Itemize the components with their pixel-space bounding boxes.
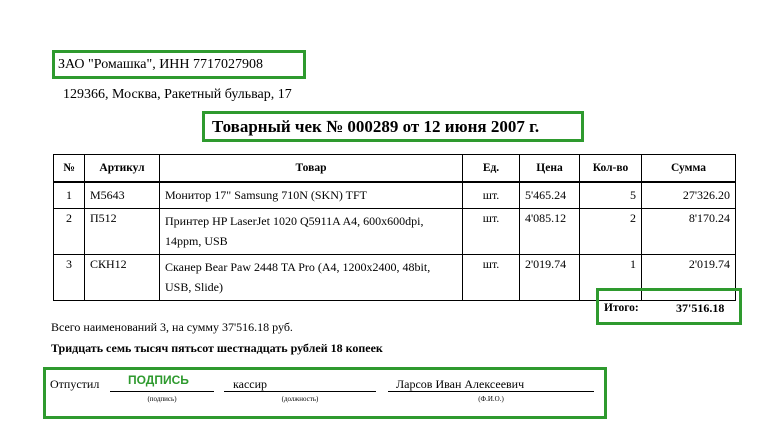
row-sum: 27'326.20 <box>642 182 736 208</box>
row-qty: 1 <box>580 254 642 300</box>
table-row <box>54 182 736 208</box>
position-caption: (должность) <box>281 395 319 403</box>
column-header-item: Товар <box>160 155 463 183</box>
row-sku: M5643 <box>85 182 160 208</box>
row-sku: СКН12 <box>85 254 160 300</box>
position-line <box>224 391 376 392</box>
signature-line <box>110 391 214 392</box>
table-row <box>54 208 736 254</box>
row-sku: П512 <box>85 208 160 254</box>
total-label: Итого: <box>604 302 639 314</box>
row-sum: 8'170.24 <box>642 208 736 254</box>
row-price: 4'085.12 <box>520 208 580 254</box>
row-price: 2'019.74 <box>520 254 580 300</box>
row-num: 1 <box>54 182 85 208</box>
row-item: Принтер HP LaserJet 1020 Q5911A A4, 600x600dpi, 14ppm, USB <box>160 208 463 254</box>
row-qty: 2 <box>580 208 642 254</box>
table-header-row <box>54 155 736 183</box>
column-header-sku: Артикул <box>85 155 160 183</box>
row-sum: 2'019.74 <box>642 254 736 300</box>
row-num: 3 <box>54 254 85 300</box>
full-name-value: Ларсов Иван Алексеевич <box>396 377 525 391</box>
full-name-caption: (Ф.И.О.) <box>478 395 504 403</box>
column-header-num: № <box>54 155 85 183</box>
position-value: кассир <box>233 377 268 391</box>
row-num: 2 <box>54 208 85 254</box>
column-header-qty: Кол-во <box>580 155 642 183</box>
receipt-title: Товарный чек № 000289 от 12 июня 2007 г. <box>212 117 540 136</box>
summary-text: Всего наименований 3, на сумму 37'516.18 руб. <box>51 320 293 334</box>
amount-in-words: Тридцать семь тысяч пятьсот шестнадцать рублей 18 копеек <box>51 341 383 355</box>
row-unit: шт. <box>463 182 520 208</box>
row-unit: шт. <box>463 254 520 300</box>
signature-stamp: ПОДПИСЬ <box>128 373 189 387</box>
full-name-line <box>388 391 594 392</box>
column-header-unit: Ед. <box>463 155 520 183</box>
released-by-label: Отпустил <box>50 377 100 391</box>
row-item: Монитор 17" Samsung 710N (SKN) TFT <box>160 182 463 208</box>
row-price: 5'465.24 <box>520 182 580 208</box>
row-item: Сканер Bear Paw 2448 TA Pro (A4, 1200x2400, 48bit, USB, Slide) <box>160 254 463 300</box>
items-table <box>53 154 736 301</box>
company-address: 129366, Москва, Ракетный бульвар, 17 <box>63 87 292 102</box>
signature-caption: (подпись) <box>147 395 177 403</box>
total-value: 37'516.18 <box>676 301 725 315</box>
column-header-price: Цена <box>520 155 580 183</box>
row-qty: 5 <box>580 182 642 208</box>
column-header-sum: Сумма <box>642 155 736 183</box>
row-unit: шт. <box>463 208 520 254</box>
company-name: ЗАО "Ромашка", ИНН 7717027908 <box>58 57 264 72</box>
